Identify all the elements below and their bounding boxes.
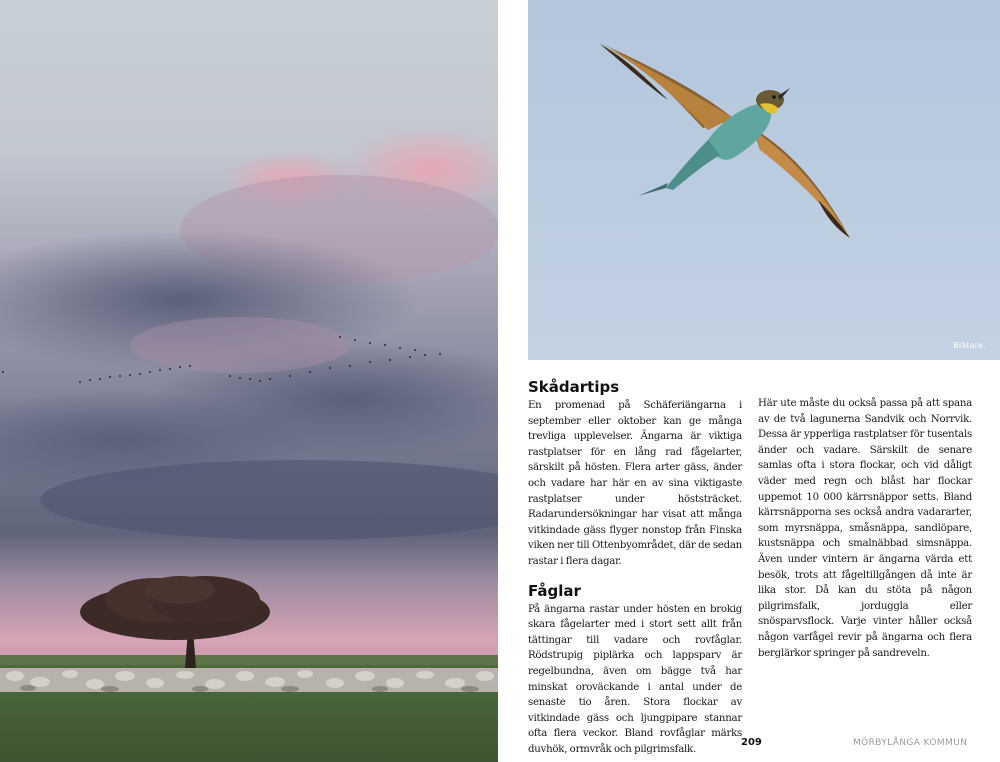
page-number: 209 [741,737,762,748]
text-column-left [528,378,742,757]
landscape-photo [0,0,498,762]
running-footer: MÖRBYLÅNGA KOMMUN [853,738,968,748]
heading-faglar: Fåglar [528,581,581,600]
bee-eater-photo [528,0,1000,360]
text-column-right [758,396,972,661]
paragraph-skadartips: En promenad på Schäferiängarna i september eller oktober kan ge många trevliga upplevelser. Ängarna är viktiga rastplatser för en lång rad fågelarter, särskilt på hösten. Flera arter gäss, änder och vadare har här en av sina viktigaste rastplatser under höststräcket. Radarundersökningar har visat att många vitkindade gäss flyger nonstop från Finska viken ner till Ottenbyområdet, där de sedan rastar i flera dagar. [528,400,742,567]
photo-caption: Biätare. [953,341,986,350]
paragraph-faglar: På ängarna rastar under hösten en brokig skara fågelarter med i stort sett allt från tättingar till vadare och rovfåglar. Rödstrupig piplärka och lappsparv är regelbundna, även om bägge två har minskat oroväckande i antal under de senaste tio åren. Stora flockar av vitkindade gäss och ljungpipare stannar ofta flera veckor. Bland rovfåglar märks duvhök, ormvråk och pilgrimsfalk. [528,603,742,755]
heading-skadartips: Skådartips [528,378,620,396]
paragraph-continued: Här ute måste du också passa på att spana av de två lagunerna Sandvik och Norrvik. Dessa är ypperliga rastplatser för tusentals änder och vadare. Särskilt de senare samlas ofta i stora flockar, och vid dåligt väder med regn och blåst har flockar uppemot 10 000 kärrsnäppor setts. Bland kärrsnäpporna ses också andra vadararter, som myrsnäppa, småsnäppa, sandlöpare, kustsnäppa och smalnäbbad simsnäppa. Även under vintern är ängarna värda ett besök, trots att fågeltillgången då inte är lika stor. Då kan du stöta på någon pilgrimsfalk, jorduggla eller snösparvsflock. Varje vinter håller också någon varfågel revir på ängarna och flera berglärkor springer på sandreveln. [758,398,972,659]
